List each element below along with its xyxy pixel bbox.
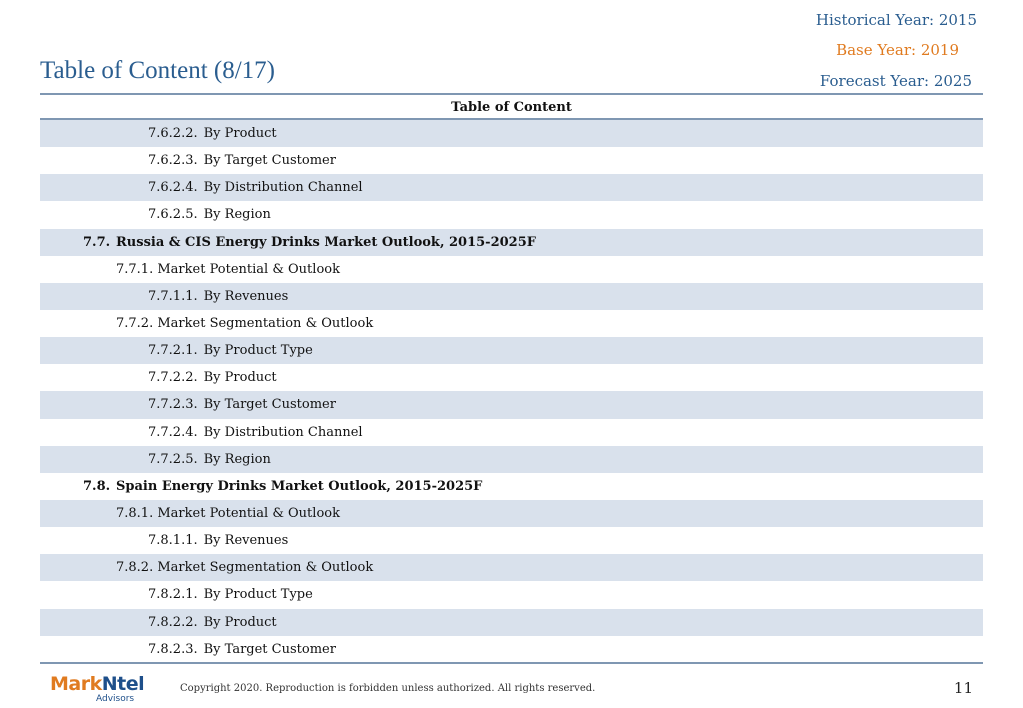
logo-wordmark: [50, 673, 144, 695]
toc-number: 7.6.2.2.: [148, 126, 198, 141]
toc-row: [40, 147, 983, 174]
toc-text: By Target Customer: [203, 641, 336, 657]
toc-text: Market Potential & Outlook: [157, 505, 340, 521]
toc-row-section: [40, 229, 983, 256]
toc-row: [40, 256, 983, 283]
toc-number: 7.8.1.: [116, 505, 154, 521]
toc-number: 7.8.2.1.: [148, 587, 198, 603]
toc-row: [40, 174, 983, 201]
toc-number: 7.7.1.: [116, 261, 154, 277]
toc-row: [40, 310, 983, 337]
toc-text: By Target Customer: [203, 153, 336, 169]
toc-text: By Distribution Channel: [203, 424, 363, 440]
toc-table: [40, 95, 983, 663]
toc-text: By Distribution Channel: [203, 180, 363, 196]
footer-divider: [40, 662, 983, 664]
toc-number: 7.6.2.4.: [148, 180, 198, 196]
base-year: Base Year: 2019: [836, 41, 959, 59]
toc-row: [40, 554, 983, 581]
copyright-notice: Copyright 2020. Reproduction is forbidden unless authorized. All rights reserved.: [180, 683, 596, 694]
toc-row: [40, 581, 983, 608]
company-logo: [50, 673, 145, 704]
toc-number: 7.7.2.5.: [148, 451, 198, 467]
toc-row: [40, 609, 983, 636]
logo-ntel-text: Ntel: [101, 673, 145, 695]
toc-number: 7.7.2.4.: [148, 424, 198, 440]
toc-number: 7.8.2.: [116, 560, 154, 576]
toc-row: [40, 500, 983, 527]
toc-text: By Product Type: [203, 587, 313, 603]
toc-row: [40, 337, 983, 364]
forecast-year: Forecast Year: 2025: [819, 72, 972, 90]
toc-number: 7.6.2.3.: [148, 153, 198, 169]
toc-text: By Region: [203, 207, 271, 223]
toc-text: Market Segmentation & Outlook: [157, 315, 374, 331]
toc-row: [40, 419, 983, 446]
toc-text: By Product Type: [203, 343, 313, 359]
toc-text: By Product: [203, 370, 277, 386]
toc-row: [40, 446, 983, 473]
toc-text: By Revenues: [203, 288, 289, 304]
toc-row: [40, 391, 983, 418]
toc-text: By Region: [203, 451, 271, 467]
toc-row: [40, 527, 983, 554]
toc-number: 7.7.2.3.: [148, 397, 198, 413]
toc-text: By Product: [203, 614, 277, 630]
toc-text: By Target Customer: [203, 397, 336, 413]
toc-row: [40, 201, 983, 228]
toc-row: [40, 636, 983, 663]
toc-row: [40, 283, 983, 310]
toc-number: 7.6.2.5.: [148, 207, 198, 223]
toc-text: Spain Energy Drinks Market Outlook, 2015-2025F: [116, 478, 483, 494]
page-number: 11: [953, 679, 973, 697]
logo-mark-text: Mark: [50, 673, 102, 695]
logo-subtitle: Advisors: [96, 694, 135, 704]
toc-text: Russia & CIS Energy Drinks Market Outlook, 2015-2025F: [116, 234, 536, 250]
toc-number: 7.7.1.1.: [148, 288, 198, 304]
toc-number: 7.7.2.2.: [148, 370, 198, 386]
toc-row: [40, 120, 983, 147]
toc-text: By Revenues: [203, 533, 289, 549]
toc-number: 7.8.2.2.: [148, 614, 198, 630]
toc-number: 7.7.2.1.: [148, 343, 198, 359]
toc-number: 7.7.: [83, 234, 111, 250]
toc-number: 7.8.: [83, 478, 111, 494]
toc-number: 7.7.2.: [116, 315, 154, 331]
page-title: Table of Content (8/17): [40, 57, 275, 84]
historical-year: Historical Year: 2015: [815, 11, 977, 29]
toc-text: Market Potential & Outlook: [157, 261, 340, 277]
toc-row: [40, 364, 983, 391]
toc-number: 7.8.1.1.: [148, 533, 198, 549]
toc-number: 7.8.2.3.: [148, 641, 198, 657]
toc-table-heading: Table of Content: [40, 95, 983, 120]
toc-text: By Product: [203, 126, 277, 141]
toc-text: Market Segmentation & Outlook: [157, 560, 374, 576]
toc-row-section: [40, 473, 983, 500]
